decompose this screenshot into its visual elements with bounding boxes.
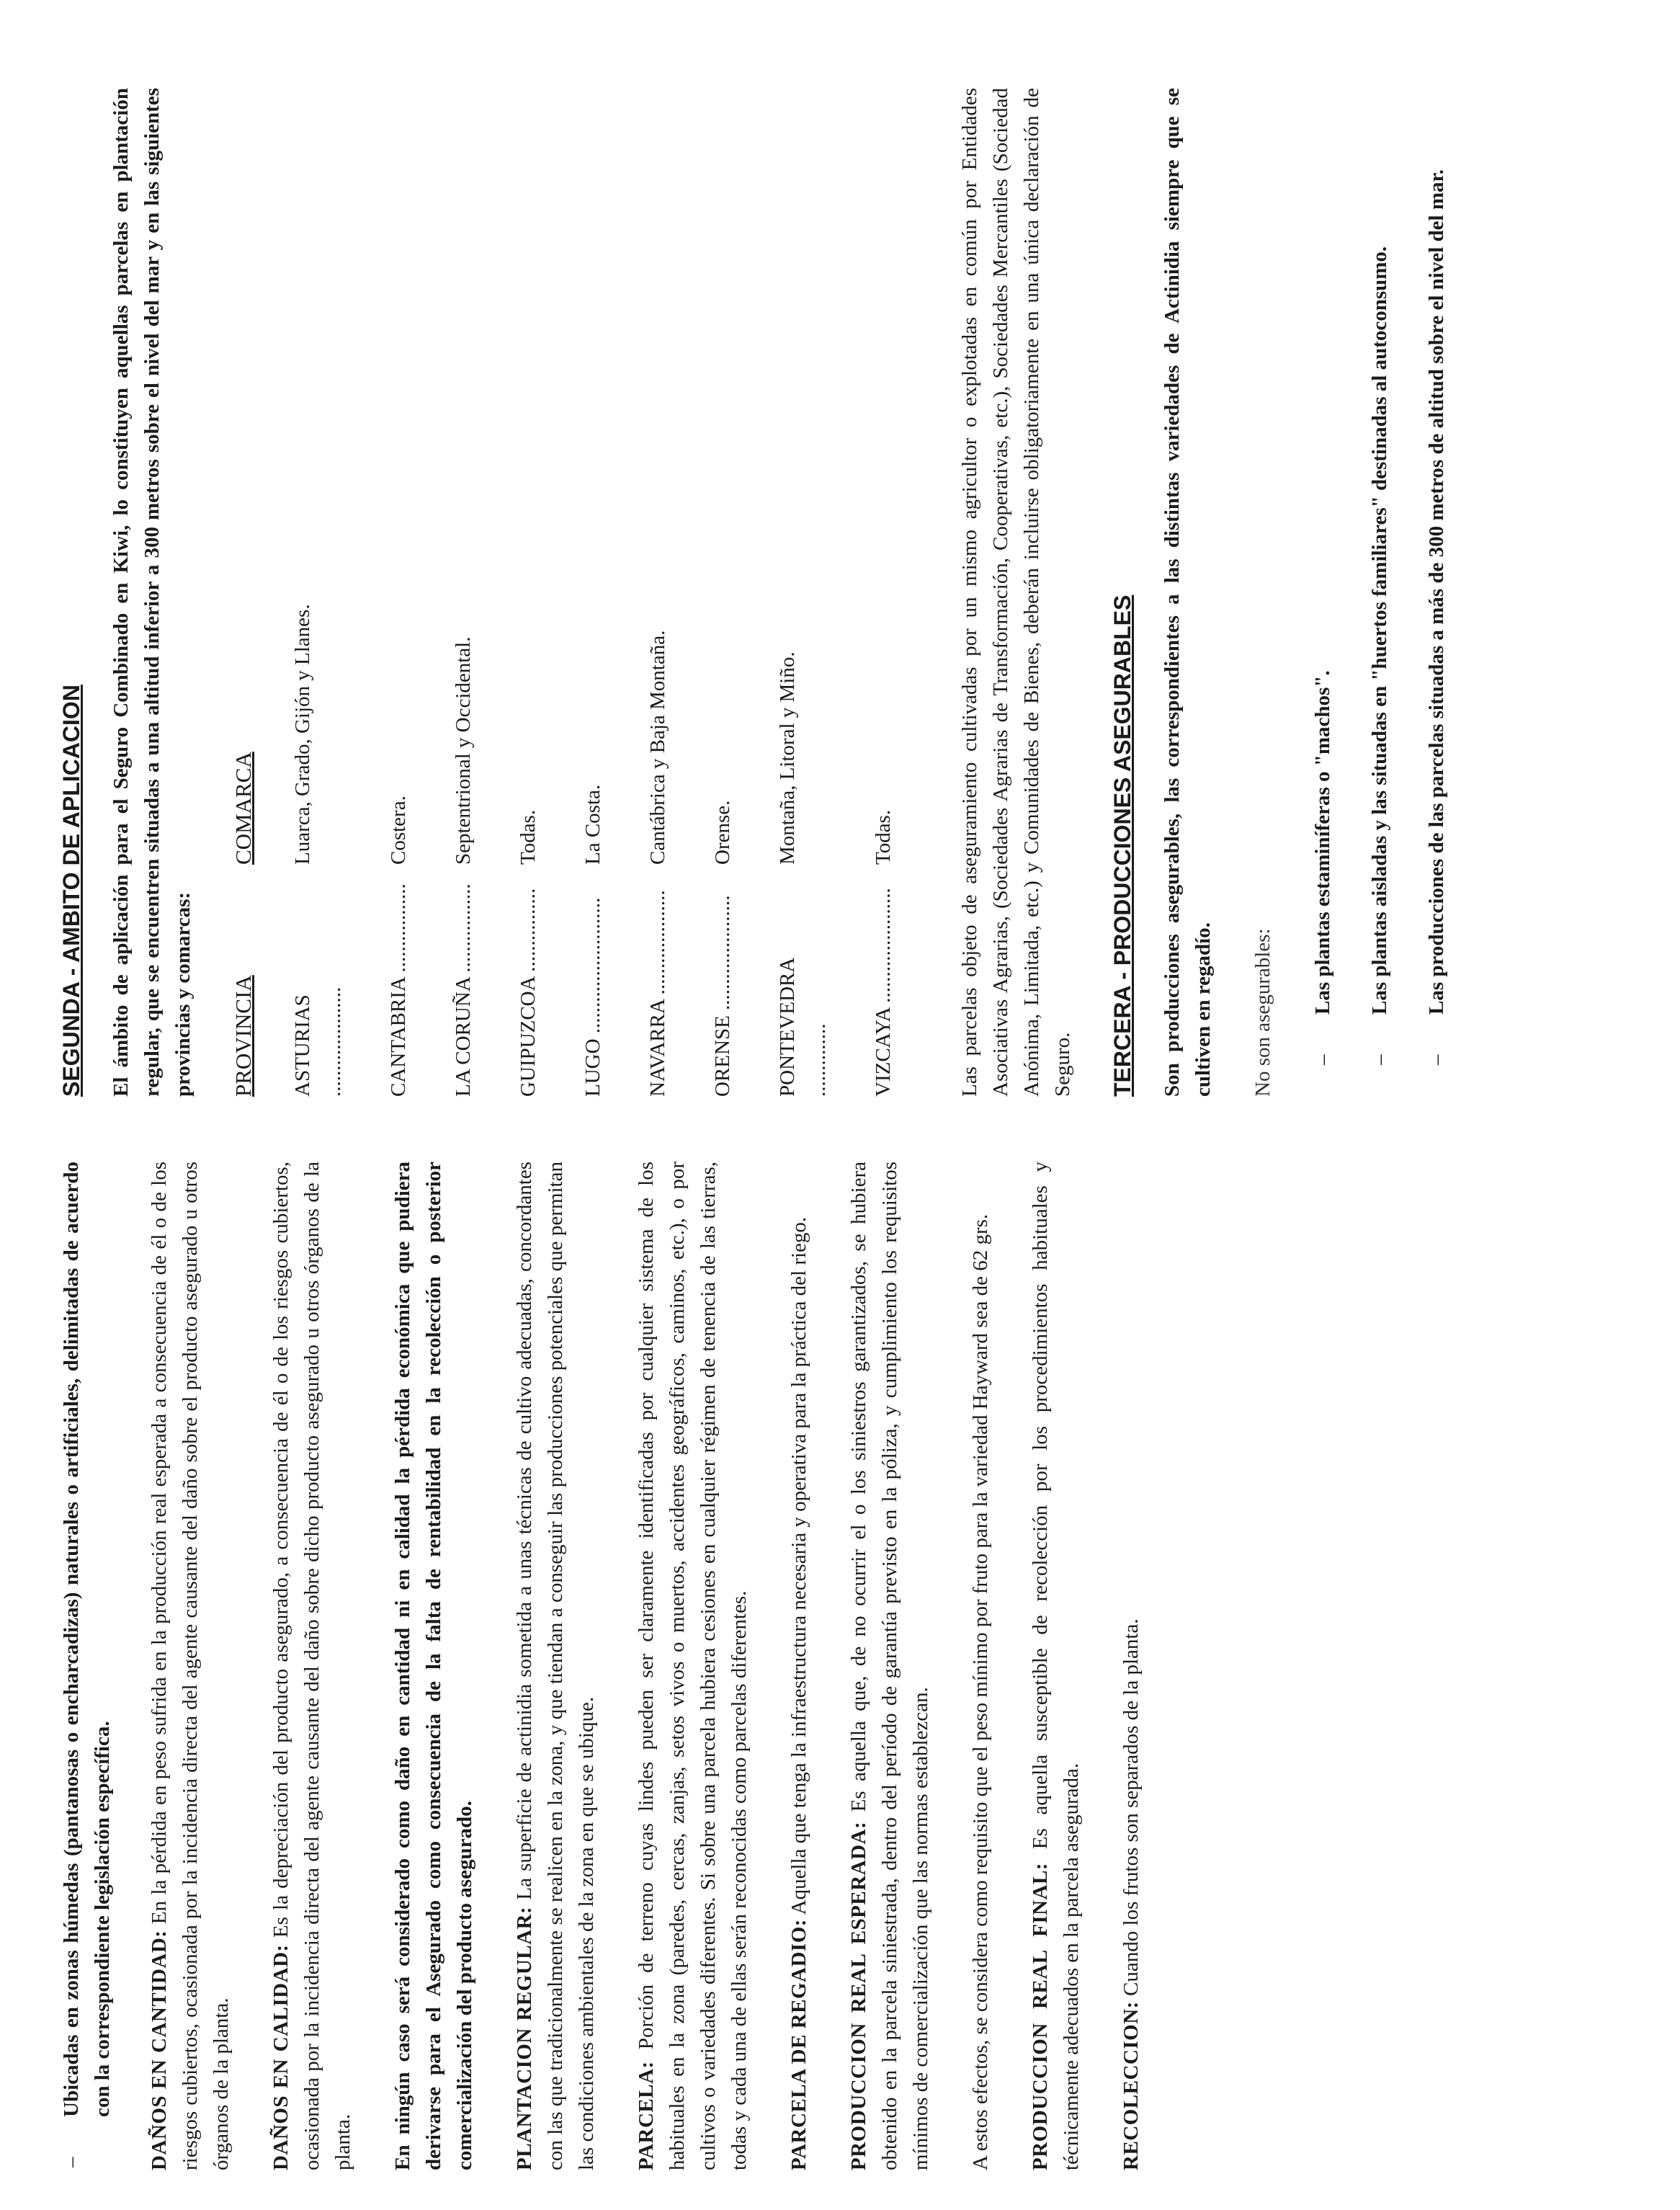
table-row xyxy=(707,604,772,1097)
definition-text: Porción de terreno cuyas lindes pueden ser claramente identificadas por cualquier sistema de los habituales en la zona (paredes, cercas, zanjas, setos vivos o muertos, accidentes geográficos, caminos, etc.), o por cultivos o variedades diferentes. Si sobre una parcela hubiera cesiones en cualquier régimen de tenencia de las tierras, todas y cada una de ellas serán reconocidas como parcelas diferentes. xyxy=(635,1162,751,2170)
definition-text: Cuando los frutos son separados de la planta. xyxy=(1120,1618,1143,1996)
definition-term: PRODUCCION REAL FINAL: xyxy=(1029,1862,1052,2170)
definition-produccion-final xyxy=(1025,1162,1087,2170)
province-cell: CANTABRIA ................. xyxy=(387,883,410,1097)
section-heading-tercera: TERCERA - PRODUCCIONES ASEGURABLES xyxy=(1109,594,1135,1097)
definition-parcela xyxy=(631,1162,755,2170)
definition-term: DAÑOS EN CALIDAD: xyxy=(269,1944,292,2170)
table-row xyxy=(643,604,707,1097)
dash-bullet: – xyxy=(1311,1054,1334,1065)
definition-text: Es la depreciación del producto asegurado, a consecuencia de él o de los riesgos cubiertos, ocasionada por la incidencia directa del agente causante del daño sobre dicho producto asegurado u otros órganos de la planta. xyxy=(269,1162,354,2170)
list-item-text: Ubicadas en zonas húmedas (pantanosas o encharcadizas) naturales o artificiales, delimitadas de acuerdo con la correspondiente legislación específica. xyxy=(60,1162,114,2117)
comarca-cell: Todas. xyxy=(872,809,895,865)
comarca-cell: Costera. xyxy=(387,796,410,865)
province-cell: LUGO .......................... xyxy=(581,897,604,1097)
comarca-cell: Montaña, Litoral y Miño. xyxy=(776,651,799,865)
dash-bullet: – xyxy=(1425,1054,1448,1065)
exclusion-paragraph: En ningún caso será considerado como daño en cantidad ni en calidad la pérdida económica que pudiera derivarse para el Asegurado como consecuencia de la falta de rentabilidad en la recolección o posterior comercialización del producto asegurado. xyxy=(391,1162,476,2170)
definition-parcela-regadio xyxy=(784,1162,815,2170)
definition-term: RECOLECCION: xyxy=(1120,2001,1143,2170)
parcelas-paragraph: Las parcelas objeto de aseguramiento cultivadas por un mismo agricultor o explotadas en común por Entidades Asociativas Agrarias, (Sociedades Agrarias de Transformación, Cooperativas, etc.), Sociedades Mercantiles (Sociedad Anónima, Limitada, etc.) y Comunidades de Bienes, deberán incluirse obligatoriamente en una única declaración de Seguro. xyxy=(958,88,1074,1097)
list-item xyxy=(1364,88,1395,1097)
list-item-text: Las plantas aisladas y las situadas en "huertos familiares" destinadas al autoconsumo. xyxy=(1368,246,1391,1015)
table-row xyxy=(772,604,868,1097)
province-cell: ASTURIAS ..................... xyxy=(291,986,345,1097)
comarca-cell: Orense. xyxy=(711,800,734,865)
right-column xyxy=(56,88,1478,1097)
definition-text: Es aquella susceptible de recolección por los procedimientos habituales y técnicamente adecuados en la parcela asegurada. xyxy=(1029,1162,1083,2170)
comarca-cell: Cantábrica y Baja Montaña. xyxy=(646,630,669,865)
province-table xyxy=(228,604,933,1097)
list-item xyxy=(56,1162,118,2170)
dash-bullet: – xyxy=(1368,1054,1391,1065)
ambito-paragraph: El ámbito de aplicación para el Seguro Combinado en Kiwi, lo constituyen aquellas parcelas en plantación regular, que se encuentren situadas a una altitud inferior a 300 metros sobre el nivel del mar y en las siguientes provincias y comarcas: xyxy=(110,88,195,1097)
dash-bullet: – xyxy=(60,2157,83,2167)
table-row xyxy=(868,604,933,1097)
province-cell: VIZCAYA ...................... xyxy=(872,888,895,1097)
column-header-comarca: COMARCA xyxy=(231,752,256,865)
left-column xyxy=(56,1162,1176,2170)
definition-term: PLANTACION REGULAR: xyxy=(513,1906,536,2170)
definition-term: PRODUCCION REAL ESPERADA: xyxy=(847,1821,870,2170)
definition-term: DAÑOS EN CANTIDAD: xyxy=(148,1930,171,2170)
definition-term: PARCELA DE REGADIO: xyxy=(787,1919,810,2170)
no-asegurables-intro: No son asegurables: xyxy=(1251,928,1274,1097)
definition-text: La superficie de actinidia sometida a unas técnicas de cultivo adecuadas, concordantes con las que tradicionalmente se realicen en la zona, y que tiendan a conseguir las producciones potenciales que permitan las condiciones ambientales de la zona en que se ubique. xyxy=(513,1161,598,2170)
table-header-row xyxy=(228,604,287,1097)
list-item-text: Las plantas estaminíferas o "machos". xyxy=(1311,670,1334,1015)
column-header-provincia: PROVINCIA xyxy=(231,975,256,1097)
definition-term: PARCELA: xyxy=(635,2061,658,2170)
definition-text: En la pérdida en peso sufrida en la producción real esperada a consecuencia de él o de los riesgos cubiertos, ocasionada por la incidencia directa del agente causante del daño sobre el producto asegurado u otros órganos de la planta. xyxy=(148,1161,233,2170)
province-cell: LA CORUÑA ................. xyxy=(452,883,475,1097)
definition-text: Aquella que tenga la infraestructura necesaria y operativa para la práctica del riego. xyxy=(787,1216,810,1915)
comarca-cell: Todas. xyxy=(517,809,540,865)
table-row xyxy=(513,604,578,1097)
definition-danos-cantidad xyxy=(144,1162,237,2170)
list-item-text: Las producciones de las parcelas situadas a más de 300 metros de altitud sobre el nivel del mar. xyxy=(1425,169,1448,1015)
comarca-cell: Luarca, Grado, Gijón y Llanes. xyxy=(291,604,314,865)
definition-danos-calidad xyxy=(266,1162,359,2170)
comarca-cell: Septentrional y Occidental. xyxy=(452,636,475,865)
list-item xyxy=(1421,88,1452,1097)
definition-plantacion-regular xyxy=(509,1162,602,2170)
definition-recoleccion xyxy=(1116,1162,1147,2170)
table-row xyxy=(448,604,513,1097)
table-row xyxy=(383,604,448,1097)
province-cell: GUIPUZCOA ................ xyxy=(517,888,540,1097)
efectos-paragraph: A estos efectos, se considera como requisito que el peso mínimo por fruto para la variedad Hayward sea de 62 grs. xyxy=(969,1213,992,2170)
list-item xyxy=(1308,88,1339,1097)
definition-text: Es aquella que, de no ocurrir el o los siniestros garantizados, se hubiera obtenido en la parcela siniestrada, dentro del período de garantía previsto en la póliza, y cumplimiento los requisitos mínimos de comercialización que las normas establezcan. xyxy=(847,1161,932,2170)
province-cell: NAVARRA .................... xyxy=(646,890,669,1097)
table-row xyxy=(578,604,643,1097)
definition-produccion-esperada xyxy=(844,1162,937,2170)
province-cell: ORENSE ...................... xyxy=(711,895,734,1097)
comarca-cell: La Costa. xyxy=(581,784,604,865)
section-heading-segunda: SEGUNDA - AMBITO DE APLICACION xyxy=(58,685,84,1097)
table-row xyxy=(287,604,383,1097)
province-cell: PONTEVEDRA .............. xyxy=(776,957,830,1097)
asegurables-paragraph: Son producciones asegurables, las correspondientes a las distintas variedades de Actinidia siempre que se cultiven en regadío. xyxy=(1161,88,1215,1097)
